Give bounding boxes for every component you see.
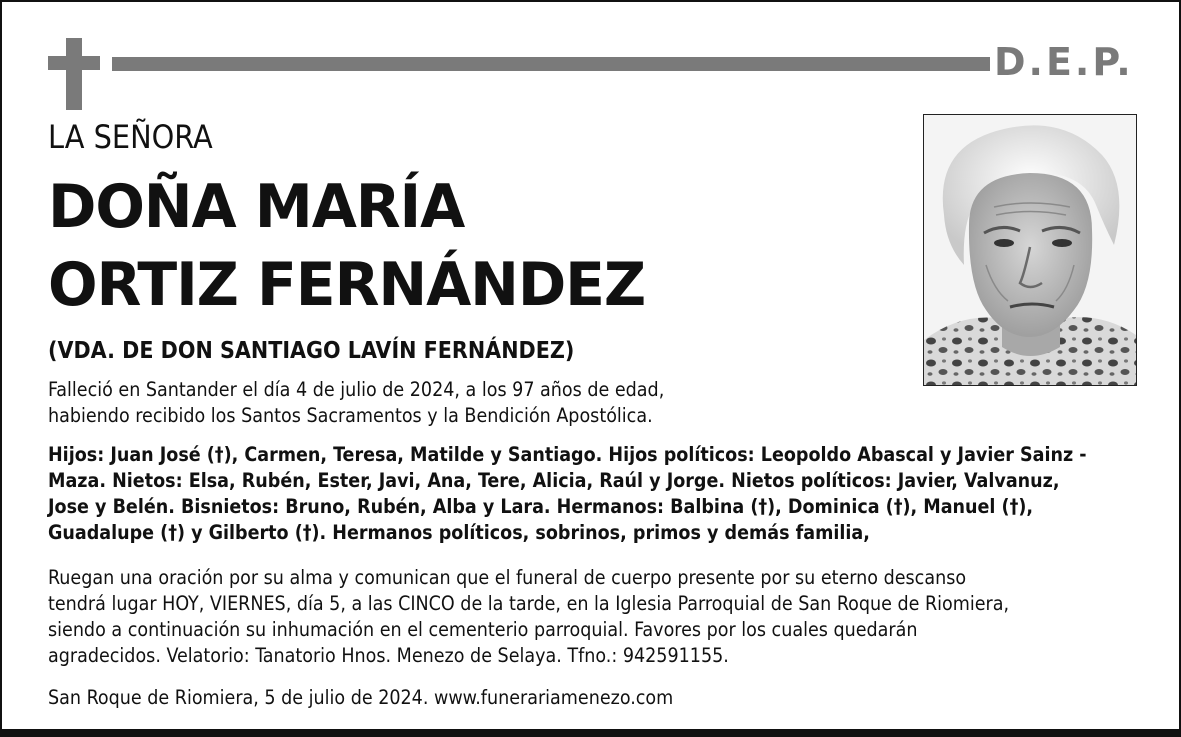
family-paragraph <box>48 442 1138 546</box>
service-line: tendrá lugar HOY, VIERNES, día 5, a las CINCO de la tarde, en la Iglesia Parroquial de San Roque de Riomiera, <box>48 592 1010 615</box>
death-paragraph <box>48 377 1138 429</box>
family-line: Jose y Belén. Bisnietos: Bruno, Rubén, Alba y Lara. Hermanos: Balbina (†), Dominica (†), Manuel (†), <box>48 495 1034 518</box>
footer-line: San Roque de Riomiera, 5 de julio de 2024. www.funerariamenezo.com <box>48 686 674 709</box>
family-line: Maza. Nietos: Elsa, Rubén, Ester, Javi, Ana, Tere, Alicia, Raúl y Jorge. Nietos políticos: Javier, Valvanuz, <box>48 469 1060 492</box>
honorific-title: LA SEÑORA <box>48 118 213 156</box>
header-rule <box>112 57 990 71</box>
family-line: Hijos: Juan José (†), Carmen, Teresa, Matilde y Santiago. Hijos políticos: Leopoldo Abascal y Javier Sainz - <box>48 443 1087 466</box>
deceased-name-line2: ORTIZ FERNÁNDEZ <box>48 250 646 320</box>
service-paragraph <box>48 565 1138 669</box>
service-line: agradecidos. Velatorio: Tanatorio Hnos. Menezo de Selaya. Tfno.: 942591155. <box>48 644 729 667</box>
cross-icon <box>48 38 100 110</box>
service-line: siendo a continuación su inhumación en el cementerio parroquial. Favores por los cuales quedarán <box>48 618 918 641</box>
death-line: habiendo recibido los Santos Sacramentos y la Bendición Apostólica. <box>48 404 653 427</box>
portrait-photo <box>923 114 1137 386</box>
dep-label: D.E.P. <box>994 40 1134 84</box>
widow-of-label: (VDA. DE DON SANTIAGO LAVÍN FERNÁNDEZ) <box>48 338 575 364</box>
death-line: Falleció en Santander el día 4 de julio de 2024, a los 97 años de edad, <box>48 378 665 401</box>
deceased-name-line1: DOÑA MARÍA <box>48 172 465 242</box>
family-line: Guadalupe (†) y Gilberto (†). Hermanos políticos, sobrinos, primos y demás familia, <box>48 521 870 544</box>
service-line: Ruegan una oración por su alma y comunican que el funeral de cuerpo presente por su eterno descanso <box>48 566 967 589</box>
